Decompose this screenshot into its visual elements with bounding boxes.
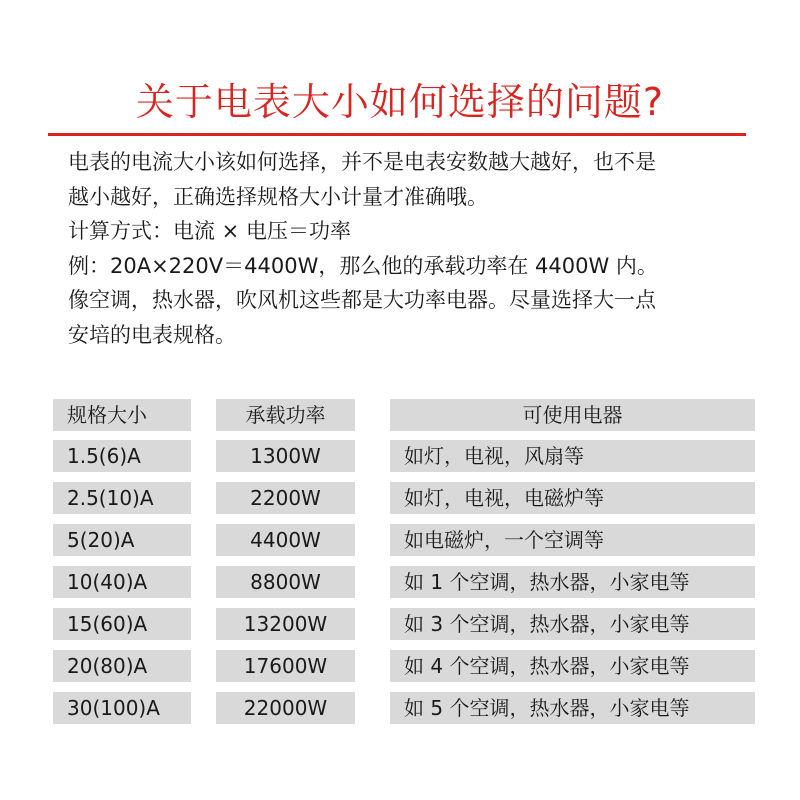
cell-appliances: 如电磁炉，一个空调等 <box>390 524 755 556</box>
cell-appliances: 如灯，电视，电磁炉等 <box>390 482 755 514</box>
table-row <box>0 524 800 556</box>
cell-power: 13200W <box>216 608 355 640</box>
table-row <box>0 440 800 472</box>
cell-power: 22000W <box>216 692 355 724</box>
paragraph-line: 越小越好，正确选择规格大小计量才准确哦。 <box>68 184 488 209</box>
cell-spec: 30(100)A <box>53 692 191 724</box>
paragraph-line: 像空调，热水器，吹风机这些都是大功率电器。尽量选择大一点 <box>68 288 656 312</box>
header-spec: 规格大小 <box>53 399 191 431</box>
cell-spec: 5(20)A <box>53 524 191 556</box>
description-text <box>68 145 768 352</box>
title-divider <box>48 133 746 136</box>
cell-power: 8800W <box>216 566 355 598</box>
table-row <box>0 692 800 724</box>
cell-appliances: 如 1 个空调，热水器，小家电等 <box>390 566 755 598</box>
cell-spec: 20(80)A <box>53 650 191 682</box>
table-row <box>0 566 800 598</box>
table-row <box>0 650 800 682</box>
cell-power: 4400W <box>216 524 355 556</box>
cell-appliances: 如灯，电视，风扇等 <box>390 440 755 472</box>
cell-spec: 1.5(6)A <box>53 440 191 472</box>
table-row <box>0 608 800 640</box>
paragraph-line: 计算方式：电流 × 电压＝功率 <box>68 219 351 243</box>
header-power: 承载功率 <box>216 399 355 431</box>
paragraph-line: 安培的电表规格。 <box>68 322 236 347</box>
cell-spec: 2.5(10)A <box>53 482 191 514</box>
paragraph-line: 电表的电流大小该如何选择，并不是电表安数越大越好，也不是 <box>68 150 656 174</box>
table-header-row <box>0 399 800 431</box>
cell-appliances: 如 3 个空调，热水器，小家电等 <box>390 608 755 640</box>
page-title: 关于电表大小如何选择的问题? <box>135 80 665 124</box>
paragraph-line: 例：20A×220V＝4400W，那么他的承载功率在 4400W 内。 <box>68 253 658 278</box>
cell-appliances: 如 4 个空调，热水器，小家电等 <box>390 650 755 682</box>
cell-power: 17600W <box>216 650 355 682</box>
cell-spec: 10(40)A <box>53 566 191 598</box>
cell-power: 1300W <box>216 440 355 472</box>
cell-spec: 15(60)A <box>53 608 191 640</box>
table-row <box>0 482 800 514</box>
cell-appliances: 如 5 个空调，热水器，小家电等 <box>390 692 755 724</box>
header-appliances: 可使用电器 <box>390 399 755 431</box>
cell-power: 2200W <box>216 482 355 514</box>
